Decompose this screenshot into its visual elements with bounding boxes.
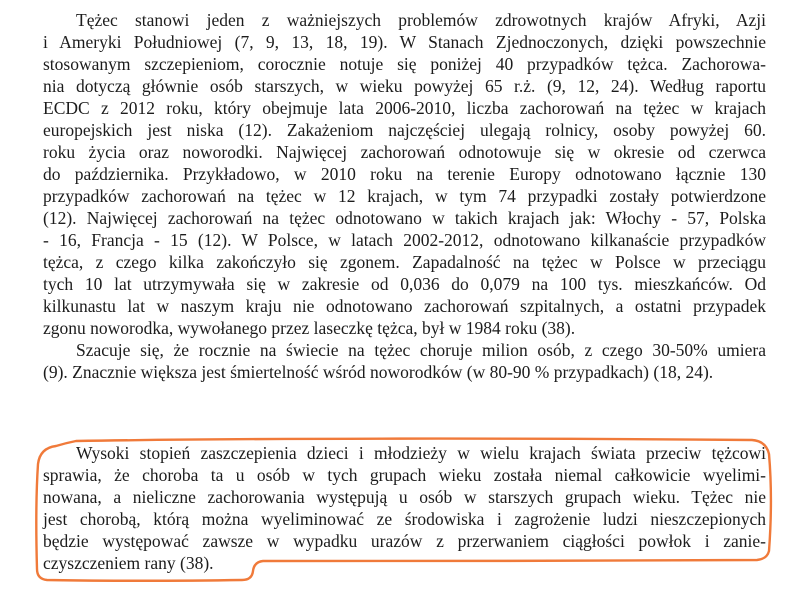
text-line: roku życia oraz noworodki. Najwięcej zachorowań odnotowuje się w okresie od czerwca bbox=[43, 142, 766, 162]
text-line: nia dotyczą głównie osób starszych, w wieku powyżej 65 r.ż. (9, 12, 24). Według raportu bbox=[43, 76, 766, 96]
text-line: Szacuje się, że rocznie na świecie na tężec choruje milion osób, z czego 30-50% umiera bbox=[76, 340, 766, 360]
text-line: kilkunastu lat w naszym kraju nie odnotowano zachorowań szpitalnych, a ostatni przypadek bbox=[43, 296, 766, 316]
text-line: Tężec stanowi jeden z ważniejszych problemów zdrowotnych krajów Afryki, Azji bbox=[76, 10, 766, 30]
text-line: Wysoki stopień zaszczepienia dzieci i młodzieży w wielu krajach świata przeciw tężcowi bbox=[76, 443, 766, 463]
text-line: (12). Najwięcej zachorowań na tężec odnotowano w takich krajach jak: Włochy - 57, Polska bbox=[43, 208, 766, 228]
text-line: stosowanym szczepieniom, corocznie notuje się poniżej 40 przypadków tężca. Zachorowa- bbox=[43, 54, 766, 74]
text-line: (9). Znacznie większa jest śmiertelność wśród noworodków (w 80-90 % przypadkach) (18, 24). bbox=[43, 362, 714, 382]
text-line: i Ameryki Południowej (7, 9, 13, 18, 19). W Stanach Zjednoczonych, dzięki powszechnie bbox=[43, 32, 766, 52]
text-line: jest chorobą, którą można wyeliminować ze środowiska i zagrożenie ludzi nieszczepionych bbox=[43, 509, 766, 529]
text-line: czyszczeniem rany (38). bbox=[43, 553, 214, 573]
text-line: tężca, z czego kilka zakończyło się zgonem. Zapadalność na tężec w Polsce w przeciągu bbox=[43, 252, 766, 272]
text-line: zgonu noworodka, wywołanego przez laseczkę tężca, był w 1984 roku (38). bbox=[43, 318, 576, 338]
text-line: do października. Przykładowo, w 2010 roku na terenie Europy odnotowano łącznie 130 bbox=[43, 164, 766, 184]
text-line: sprawia, że choroba ta u osób w tych grupach wieku została niemal całkowicie wyelimi- bbox=[43, 465, 766, 485]
text-line: przypadków zachorowań na tężec w 12 krajach, w tym 74 przypadki zostały potwierdzone bbox=[43, 186, 766, 206]
text-line: nowana, a nieliczne zachorowania występują u osób w starszych grupach wieku. Tężec nie bbox=[43, 487, 766, 507]
text-line: - 16, Francja - 15 (12). W Polsce, w latach 2002-2012, odnotowano kilkanaście przypadków bbox=[43, 230, 766, 250]
text-line: europejskich jest niska (12). Zakażeniom najczęściej ulegają rolnicy, osoby powyżej 60. bbox=[43, 120, 766, 140]
text-line: ECDC z 2012 roku, który obejmuje lata 2006-2010, liczba zachorowań na tężec w krajach bbox=[43, 98, 766, 118]
text-line: tych 10 lat utrzymywała się w zakresie od 0,036 do 0,079 na 100 tys. mieszkańców. Od bbox=[43, 274, 766, 294]
text-line: będzie występować zawsze w wypadku urazów z przerwaniem ciągłości powłok i zanie- bbox=[43, 531, 766, 551]
